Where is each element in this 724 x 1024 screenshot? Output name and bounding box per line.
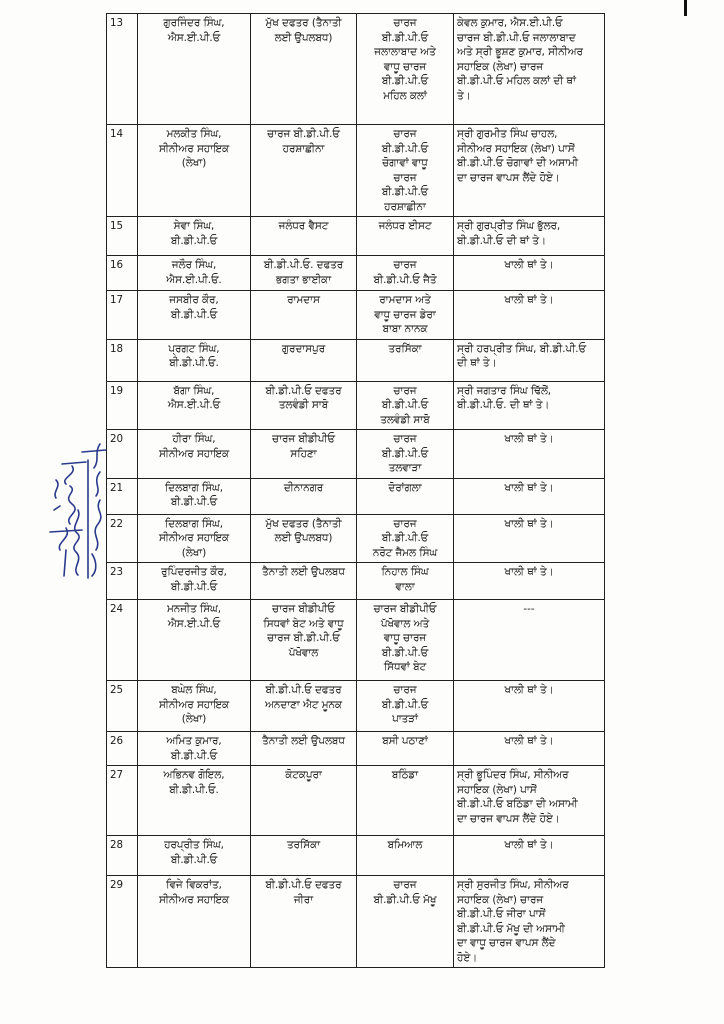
officer-name-line: ਬੀ.ਡੀ.ਪੀ.ਓ [170,580,218,593]
officer-name-line: ਸੇਵਾ ਸਿੰਘ, [173,220,215,232]
table-row [107,600,605,681]
remarks-line: ਤੇ। [457,89,471,102]
remarks-line: ਬੀ.ਡੀ.ਪੀ.ਓ ਬਠਿੰਡਾ ਦੀ ਅਸਾਮੀ [457,798,578,810]
new-posting [357,600,454,681]
officer-name-line: ਸੀਨੀਅਰ ਸਹਾਇਕ [158,142,230,155]
current-posting [251,381,357,430]
new-posting [357,514,454,563]
remarks [454,14,605,125]
officer-name-line: ਐਸ.ਈ.ਪੀ.ਓ. [166,273,222,286]
new-posting [357,732,454,766]
current-posting-line: ਤੈਨਾਤੀ ਲਈ ਉਪਲਬਧ [262,566,345,578]
remarks-line: ਸਹਾਇਕ (ਲੇਖਾ) ਚਾਰਜ [457,893,544,906]
officer-name [138,430,251,479]
current-posting-line: ਬੀ.ਡੀ.ਪੀ.ਓ ਦਫਤਰ [265,384,342,397]
remarks [454,291,605,340]
officer-name-line: ਹਰਪ੍ਰੀਤ ਸਿੰਘ, [164,839,224,851]
new-posting-line: ਬੀ.ਡੀ.ਪੀ.ਓ ਮੱਖੂ [373,893,437,906]
new-posting-line: ਰਾਮਦਾਸ ਅਤੇ [379,294,431,306]
remarks-line: ਬੀ.ਡੀ.ਪੀ.ਓ ਜੀਰਾ ਪਾਸੋਂ [457,908,546,920]
remarks-line: ਖਾਲੀ ਥਾਂ ਤੇ। [504,294,554,306]
new-posting-line: ਸਿੱਧਵਾਂ ਬੇਟ [383,661,427,673]
new-posting-line: ਬੀ.ਡੀ.ਪੀ.ਓ [381,31,429,44]
new-posting-line: ਤਲਵੰਡੀ ਸਾਬੋ [380,413,430,426]
current-posting [251,291,357,340]
new-posting-line: ਬੀ.ਡੀ.ਪੀ.ਓ [381,698,429,711]
current-posting-line: ਪੱਖੋਵਾਲ [288,646,319,659]
table-row [107,291,605,340]
serial-number: 20 [107,430,138,479]
remarks [454,563,605,600]
officer-name-line: ਬੀ.ਡੀ.ਪੀ.ਓ [170,308,218,321]
current-posting-line: ਮੁੱਖ ਦਫਤਰ (ਤੈਨਾਤੀ [265,517,342,530]
table-row [107,217,605,256]
current-posting [251,125,357,217]
officer-name-line: (ਲੇਖਾ) [181,157,207,169]
officer-name-line: ਹੀਰਾ ਸਿੰਘ, [172,433,216,445]
table-row [107,14,605,125]
edge-mark [684,0,687,16]
table-row [107,681,605,732]
new-posting [357,217,454,256]
officer-name-line: ਐਸ.ਈ.ਪੀ.ਓ [167,31,221,44]
officer-name-line: ਪ੍ਰਗਟ ਸਿੰਘ, [168,342,220,355]
remarks-line: ਚਾਰਜ ਬੀ.ਡੀ.ਪੀ.ਓ ਜਲਾਲਾਬਾਦ [457,31,576,44]
remarks-line: ਖਾਲੀ ਥਾਂ ਤੇ। [504,839,554,851]
new-posting-line: ਚਾਰਜ [393,128,417,140]
officer-name [138,291,251,340]
officer-name [138,381,251,430]
current-posting [251,217,357,256]
remarks-line: ਬੀ.ਡੀ.ਪੀ.ਓ ਦੀ ਥਾਂ ਤੇ। [457,234,546,247]
new-posting-line: ਮਹਿਲ ਕਲਾਂ [383,89,427,102]
current-posting-line: ਹਰਸ਼ਾਛੀਨਾ [282,142,325,155]
remarks-line: ਸ੍ਰੀ ਗੁਰਪ੍ਰੀਤ ਸਿੰਘ ਭੁੱਲਰ, [457,220,561,232]
new-posting-line: ਬੀ.ਡੀ.ਪੀ.ਓ ਜੈਤੋ [373,273,437,286]
new-posting [357,381,454,430]
officer-name-line: ਜਲੌਰ ਸਿੰਘ, [171,259,217,271]
officer-name-line: ਬੱਗਾ ਸਿੰਘ, [173,384,215,397]
new-posting [357,681,454,732]
officer-name-line: ਮਲਕੀਤ ਸਿੰਘ, [166,128,222,140]
current-posting [251,430,357,479]
officer-name-line: ਸੀਨੀਅਰ ਸਹਾਇਕ [158,893,230,906]
remarks-line: ਸਹਾਇਕ (ਲੇਖਾ) ਪਾਸੋਂ [457,783,537,796]
new-posting-line: ਚਾਰਜ [393,384,417,397]
new-posting-line: ਬੀ.ਡੀ.ਪੀ.ਓ [381,399,429,411]
table-row [107,339,605,381]
current-posting [251,732,357,766]
current-posting [251,600,357,681]
serial-number: 15 [107,217,138,256]
table-row [107,766,605,836]
current-posting-line: ਲਈ ਉਪਲਬਧ) [274,31,333,44]
serial-number: 19 [107,381,138,430]
new-posting [357,14,454,125]
remarks-line: ਬੀ.ਡੀ.ਪੀ.ਓ ਚੋਗਾਵਾਂ ਦੀ ਅਸਾਮੀ [457,157,578,169]
officer-name-line: ਸੀਨੀਅਰ ਸਹਾਇਕ [158,447,230,460]
current-posting [251,256,357,291]
officer-name-line: ਅਮਿਤ ਕੁਮਾਰ, [166,735,222,747]
remarks [454,339,605,381]
new-posting-line: ਚਾਰਜ [393,171,417,184]
officer-name [138,339,251,381]
new-posting-line: ਬਸੀ ਪਠਾਣਾਂ [382,735,428,747]
officer-name-line: ਬੀ.ਡੀ.ਪੀ.ਓ [170,749,218,762]
table-row [107,732,605,766]
new-posting-line: ਚਾਰਜ ਬੀਡੀਪੀਓ [373,603,437,615]
serial-number: 26 [107,732,138,766]
current-posting-line: ਬੀ.ਡੀ.ਪੀ.ਓ. ਦਫਤਰ [263,259,344,271]
new-posting-line: ਵਾਲਾ [395,580,415,593]
new-posting-line: ਬਾਬਾ ਨਾਨਕ [382,323,428,335]
current-posting-line: ਚਾਰਜ ਬੀ.ਡੀ.ਪੀ.ਓ [267,632,340,644]
officer-name [138,14,251,125]
current-posting-line: ਭਗਤਾ ਭਾਈਕਾ [275,273,332,286]
table-row [107,478,605,514]
current-posting [251,681,357,732]
current-posting [251,14,357,125]
remarks-line: ਬੀ.ਡੀ.ਪੀ.ਓ ਮੱਖੂ ਦੀ ਅਸਾਮੀ [457,922,565,935]
current-posting [251,563,357,600]
remarks [454,766,605,836]
officer-name-line: ਸੀਨੀਅਰ ਸਹਾਇਕ [158,532,230,544]
serial-number: 22 [107,514,138,563]
current-posting-line: ਮੁੱਖ ਦਫਤਰ (ਤੈਨਾਤੀ [265,17,342,29]
new-posting [357,876,454,968]
officer-name-line: ਬੀ.ਡੀ.ਪੀ.ਓ [170,234,218,247]
new-posting-line: ਨਿਹਾਲ ਸਿੰਘ [381,566,429,578]
table-row [107,381,605,430]
serial-number: 16 [107,256,138,291]
remarks-line: ਬੀ.ਡੀ.ਪੀ.ਓ ਮਹਿਲ ਕਲਾਂ ਦੀ ਥਾਂ [457,75,576,87]
remarks [454,217,605,256]
new-posting [357,766,454,836]
new-posting-line: ਹਰਸ਼ਾਛੀਨਾ [384,200,426,213]
officer-name-line: ਬੀ.ਡੀ.ਪੀ.ਓ. [169,783,219,796]
remarks-line: ਬੀ.ਡੀ.ਪੀ.ਓ. ਦੀ ਥਾਂ ਤੇ। [457,399,550,411]
table-row [107,514,605,563]
remarks-line: ਦਾ ਚਾਰਜ ਵਾਪਸ ਲੈਂਦੇ ਹੋਏ। [457,812,560,825]
new-posting [357,256,454,291]
remarks-line: ਖਾਲੀ ਥਾਂ ਤੇ। [504,433,554,445]
officer-name-line: ਬੀ.ਡੀ.ਪੀ.ਓ [170,496,218,508]
current-posting-line: ਦੀਨਾਨਗਰ [283,481,324,494]
new-posting-line: ਬੀ.ਡੀ.ਪੀ.ਓ [381,447,429,460]
new-posting-line: ਬੀ.ਡੀ.ਪੀ.ਓ [381,75,429,87]
handwritten-stamp [16,400,108,600]
new-posting-line: ਚਾਰਜ [393,17,417,29]
new-posting-line: ਵਾਧੂ ਚਾਰਜ [383,60,427,73]
current-posting-line: ਤਲਵੰਡੀ ਸਾਬੋ [278,399,329,411]
current-posting-line: ਰਾਮਦਾਸ [287,294,320,306]
stamp-drawing [16,400,108,600]
table-row [107,836,605,876]
remarks-line: ਖਾਲੀ ਥਾਂ ਤੇ। [504,735,554,747]
officer-name [138,514,251,563]
new-posting-line: ਵਾਧੂ ਚਾਰਜ [383,632,427,644]
serial-number: 13 [107,14,138,125]
officer-name [138,478,251,514]
table-row [107,125,605,217]
new-posting-line: ਚਾਰਜ [393,517,417,530]
table-row [107,430,605,479]
remarks-line: ਕੇਵਲ ਕੁਮਾਰ, ਐਸ.ਈ.ਪੀ.ਓ [457,17,563,29]
current-posting [251,339,357,381]
remarks-line: ਸ੍ਰੀ ਗੁਰਮੀਤ ਸਿੰਘ ਚਾਹਲ, [457,128,558,140]
new-posting [357,563,454,600]
officer-name-line: ਵਿਜੇ ਵਿਕਰਾਂਤ, [166,879,222,891]
officer-name-line: ਐਸ.ਈ.ਪੀ.ਓ [167,617,221,630]
officer-name [138,563,251,600]
remarks [454,478,605,514]
remarks-line: ਖਾਲੀ ਥਾਂ ਤੇ। [504,259,554,271]
remarks [454,381,605,430]
remarks-line: ਸ੍ਰੀ ਭੂਪਿੰਦਰ ਸਿੰਘ, ਸੀਨੀਅਰ [457,769,569,781]
current-posting-line: ਚਾਰਜ ਬੀ.ਡੀ.ਪੀ.ਓ [267,128,340,140]
new-posting-line: ਚਾਰਜ [393,259,417,271]
remarks [454,876,605,968]
serial-number: 27 [107,766,138,836]
remarks [454,600,605,681]
current-posting-line: ਚਾਰਜ ਬੀਡੀਪੀਓ [272,433,335,445]
remarks-line: ਖਾਲੀ ਥਾਂ ਤੇ। [504,566,554,578]
remarks-line: ਖਾਲੀ ਥਾਂ ਤੇ। [504,517,554,530]
officer-name-line: (ਲੇਖਾ) [181,713,207,725]
new-posting-line: ਤਰਸਿੱਕਾ [388,342,422,355]
new-posting [357,339,454,381]
new-posting [357,291,454,340]
officer-name-line: (ਲੇਖਾ) [181,546,207,559]
new-posting [357,478,454,514]
serial-number: 14 [107,125,138,217]
table-row [107,563,605,600]
officer-name [138,681,251,732]
current-posting-line: ਬੀ.ਡੀ.ਪੀ.ਓ ਦਫਤਰ [265,684,342,696]
officer-name-line: ਰੁਪਿੰਦਰਜੀਤ ਕੌਰ, [161,566,227,578]
remarks [454,681,605,732]
remarks-line: --- [523,603,535,615]
current-posting-line: ਤੈਨਾਤੀ ਲਈ ਉਪਲਬਧ [262,735,345,747]
officer-name-line: ਦਿਲਬਾਗ ਸਿੰਘ, [164,517,223,530]
serial-number: 29 [107,876,138,968]
serial-number: 25 [107,681,138,732]
remarks [454,732,605,766]
remarks [454,836,605,876]
new-posting [357,836,454,876]
new-posting-line: ਚਾਰਜ [393,433,417,445]
current-posting-line: ਚਾਰਜ ਬੀਡੀਪੀਓ [272,603,335,615]
officer-name-line: ਬੀ.ਡੀ.ਪੀ.ਓ. [169,357,219,369]
officer-name-line: ਜਸਬੀਰ ਕੌਰ, [169,294,219,306]
remarks-line: ਖਾਲੀ ਥਾਂ ਤੇ। [504,481,554,494]
remarks-line: ਸ੍ਰੀ ਜਗਤਾਰ ਸਿੰਘ ਢਿੱਲੋਂ, [457,384,552,397]
officer-name [138,125,251,217]
transfer-table [106,13,605,968]
officer-name [138,836,251,876]
current-posting [251,514,357,563]
remarks-line: ਹੋਏ। [457,951,478,964]
officer-name [138,876,251,968]
new-posting-line: ਜਲੰਧਰ ਈਸਟ [378,220,432,232]
current-posting-line: ਕੋਟਕਪੂਰਾ [285,769,322,781]
remarks [454,430,605,479]
serial-number: 18 [107,339,138,381]
remarks-line: ਦੀ ਥਾਂ ਤੇ। [457,357,497,369]
remarks-line: ਅਤੇ ਸ੍ਰੀ ਭੂਸ਼ਣ ਕੁਮਾਰ, ਸੀਨੀਅਰ [457,46,583,58]
remarks [454,256,605,291]
officer-name-line: ਬਘੇਲ ਸਿੰਘ, [171,684,217,696]
new-posting-line: ਪੱਖੋਵਾਲ ਅਤੇ [380,617,430,630]
remarks [454,514,605,563]
new-posting-line: ਪਾਤੜਾਂ [392,713,418,725]
officer-name-line: ਬੀ.ਡੀ.ਪੀ.ਓ [170,853,218,866]
new-posting-line: ਬਠਿੰਡਾ [391,769,419,781]
remarks-line: ਸ੍ਰੀ ਸੁਰਜੀਤ ਸਿੰਘ, ਸੀਨੀਅਰ [457,879,569,891]
serial-number: 17 [107,291,138,340]
remarks-line: ਖਾਲੀ ਥਾਂ ਤੇ। [504,684,554,696]
serial-number: 24 [107,600,138,681]
serial-number: 28 [107,836,138,876]
remarks-line: ਸਹਾਇਕ (ਲੇਖਾ) ਚਾਰਜ [457,60,544,73]
current-posting-line: ਲਈ ਉਪਲਬਧ) [274,532,333,544]
new-posting-line: ਵਾਧੂ ਚਾਰਜ ਡੇਰਾ [374,308,436,321]
remarks [454,125,605,217]
table-row [107,876,605,968]
remarks-line: ਦਾ ਵਾਧੂ ਚਾਰਜ ਵਾਪਸ ਲੈਂਦੇ [457,937,556,949]
officer-name-line: ਗੁਰਜਿੰਦਰ ਸਿੰਘ, [163,17,225,29]
current-posting-line: ਜਲੰਧਰ ਵੈਸਟ [278,220,329,232]
officer-name [138,600,251,681]
new-posting-line: ਤਲਵਾੜਾ [388,462,422,474]
remarks-line: ਸ੍ਰੀ ਹਰਪ੍ਰੀਤ ਸਿੰਘ, ਬੀ.ਡੀ.ਪੀ.ਓ [457,342,586,355]
new-posting-line: ਚੋਗਾਵਾਂ ਵਾਧੂ [382,157,428,169]
new-posting-line: ਬਮਿਆਲ [387,839,423,851]
current-posting [251,766,357,836]
current-posting-line: ਤਰਸਿੱਕਾ [286,839,321,851]
current-posting [251,478,357,514]
officer-name [138,766,251,836]
new-posting-line: ਬੀ.ਡੀ.ਪੀ.ਓ [381,532,429,544]
new-posting-line: ਬੀ.ਡੀ.ਪੀ.ਓ [381,142,429,155]
current-posting-line: ਬੀ.ਡੀ.ਪੀ.ਓ ਦਫਤਰ [265,879,342,891]
current-posting-line: ਜੀਰਾ [293,893,314,906]
current-posting [251,836,357,876]
officer-name-line: ਮਨਜੀਤ ਸਿੰਘ, [166,603,221,615]
new-posting-line: ਦੋਰਾਂਗਲਾ [388,481,422,494]
new-posting [357,430,454,479]
new-posting [357,125,454,217]
new-posting-line: ਨਰੋਟ ਜੈਮਲ ਸਿੰਘ [372,546,438,559]
officer-name-line: ਐਸ.ਈ.ਪੀ.ਓ [167,399,221,411]
officer-name [138,217,251,256]
current-posting-line: ਗੁਰਦਾਸਪੁਰ [281,342,326,355]
remarks-line: ਦਾ ਚਾਰਜ ਵਾਪਸ ਲੈਂਦੇ ਹੋਏ। [457,171,560,184]
new-posting-line: ਬੀ.ਡੀ.ਪੀ.ਓ [381,186,429,198]
serial-number: 23 [107,563,138,600]
new-posting-line: ਜਲਾਲਾਬਾਦ ਅਤੇ [374,46,436,58]
table-row [107,256,605,291]
officer-name [138,732,251,766]
new-posting-line: ਚਾਰਜ [393,684,417,696]
officer-name-line: ਅਭਿਨਵ ਗੋਇਲ, [163,769,225,781]
current-posting-line: ਸਿਧਵਾਂ ਬੇਟ ਅਤੇ ਵਾਧੂ [263,617,344,630]
new-posting-line: ਚਾਰਜ [393,879,417,891]
current-posting-line: ਸਹਿਣਾ [290,447,317,460]
serial-number: 21 [107,478,138,514]
current-posting-line: ਅਨਦਾਣਾ ਐਟ ਮੂਨਕ [265,698,342,711]
officer-name-line: ਸੀਨੀਅਰ ਸਹਾਇਕ [158,698,230,711]
remarks-line: ਸੀਨੀਅਰ ਸਹਾਇਕ (ਲੇਖਾ) ਪਾਸੋਂ [457,142,575,155]
current-posting [251,876,357,968]
officer-name-line: ਦਿਲਬਾਗ ਸਿੰਘ, [164,481,223,494]
officer-name [138,256,251,291]
new-posting-line: ਬੀ.ਡੀ.ਪੀ.ਓ [381,646,429,659]
